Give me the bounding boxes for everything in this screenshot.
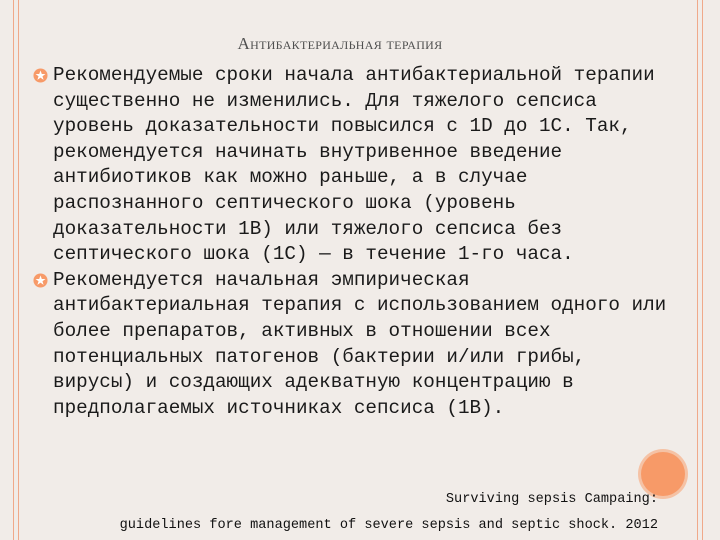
left-rule-outer	[13, 0, 14, 540]
slide-title: Антибактериальная терапия	[237, 34, 443, 53]
bullet-item	[34, 268, 674, 422]
right-rule-outer	[702, 0, 703, 540]
slide-body	[34, 63, 674, 421]
bullet-text: Рекомендуется начальная эмпирическая антибактериальная терапия с использованием одного или более препаратов, активных в отношении всех потенциальных патогенов (бактерии и/или грибы, вирусы) и создающих адекватную концентрацию в предполагаемых источниках сепсиса (1B).	[53, 268, 667, 419]
star-bullet-icon	[33, 273, 48, 288]
right-rule-inner	[697, 0, 698, 540]
star-bullet-icon	[33, 68, 48, 83]
bullet-item	[34, 63, 674, 268]
bullet-text: Рекомендуемые сроки начала антибактериальной терапии существенно не изменились. Для тяжелого сепсиса уровень доказательности повысился с 1D до 1C. Так, рекомендуется начинать внутривенное введение антибиотиков как можно раньше, а в случае распознанного септического шока (уровень доказательности 1B) или тяжелого сепсиса без септического шока (1C) — в течение 1-го часа.	[53, 64, 655, 266]
citation-line: Surviving sepsis Campaing:	[445, 492, 658, 507]
citation-line: guidelines fore management of severe sepsis and septic shock. 2012	[119, 518, 658, 533]
left-rule-inner	[18, 0, 19, 540]
citation	[120, 487, 658, 539]
